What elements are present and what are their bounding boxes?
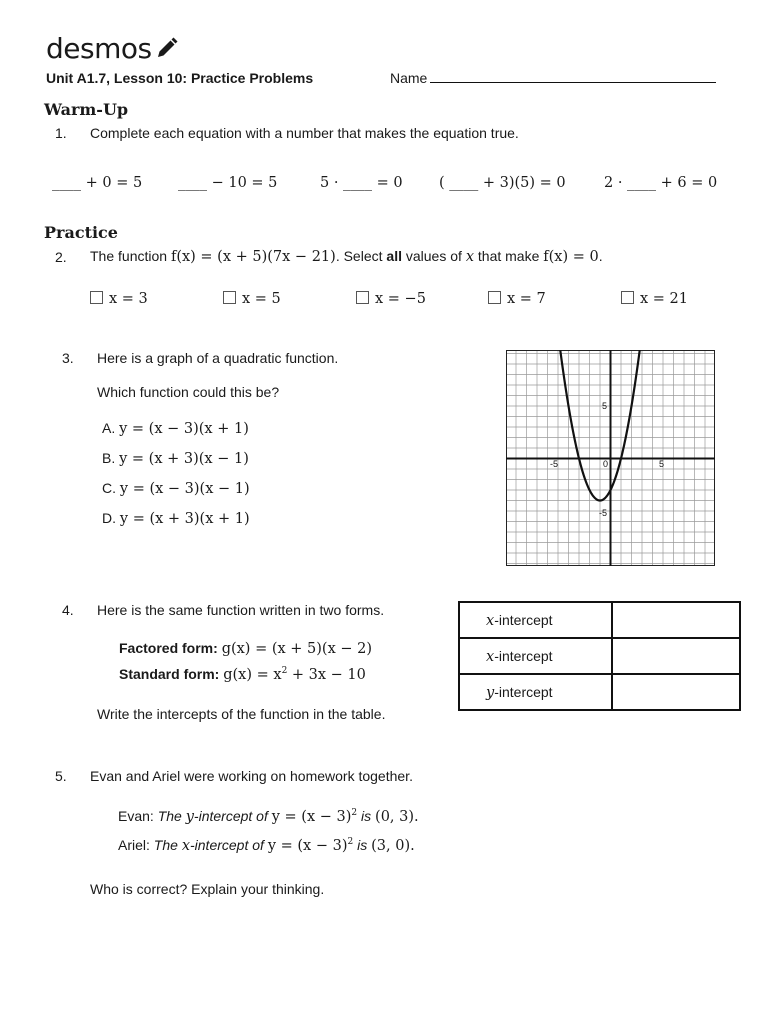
ariel-text: is [357,837,368,853]
choice-letter: A. [102,420,116,436]
q2-prompt [90,248,603,265]
q2-option[interactable] [621,290,688,307]
q2-bold-all: all [386,248,402,264]
evan-expr [272,809,357,825]
q4-factored [119,640,372,657]
q2-option-label: x = −5 [375,291,426,307]
q1-equation: 5 · ____ = 0 [320,175,403,191]
q2-option-label: x = 21 [640,291,688,307]
row-label [459,674,612,710]
q2-text: that make [477,248,540,264]
q3-choice[interactable] [102,420,249,437]
evan-var: y [185,809,194,825]
q3-choice[interactable] [102,510,250,527]
q2-var: x [465,249,474,265]
q4-number: 4. [62,602,74,618]
lesson-title: Unit A1.7, Lesson 10: Practice Problems [46,70,314,86]
row-var: x [486,612,495,629]
ariel-point: (3, 0). [371,838,415,854]
q1-equation: ( ____ + 3)(5) = 0 [439,175,566,191]
row-text: -intercept [494,647,553,664]
q2-option-label: x = 3 [109,291,148,307]
q1-equation: 2 · ____ + 6 = 0 [604,175,718,191]
evan-text: The [157,808,182,824]
ariel-text: -intercept of [190,837,264,853]
name-label: Name [390,70,428,86]
row-text: -intercept [494,683,553,700]
answer-cell[interactable] [612,602,740,638]
row-var: x [486,648,495,665]
choice-expr: y = (x + 3)(x + 1) [119,511,250,527]
checkbox[interactable] [621,291,634,304]
evan-text: is [361,808,372,824]
tick-label: 0 [603,459,609,469]
q5-intro: Evan and Ariel were working on homework together. [90,768,413,784]
pencil-icon [155,36,179,60]
q3-line1: Here is a graph of a quadratic function. [97,350,339,366]
choice-letter: D. [102,510,116,526]
q5-number: 5. [55,768,67,784]
standard-expr [223,667,366,683]
q4-standard [119,666,366,683]
intercepts-table [458,601,741,711]
q2-option[interactable] [90,290,148,307]
tick-label: 5 [659,459,665,469]
ariel-expr [268,838,353,854]
q2-option-label: x = 7 [507,291,546,307]
row-label [459,602,612,638]
standard-expr-a: g(x) = x [223,667,282,683]
ariel-expr-base: y = (x − 3) [267,838,348,854]
quadratic-graph [506,350,715,566]
q4-instruction: Write the intercepts of the function in the table. [97,706,386,722]
q1-equation: ____ − 10 = 5 [178,175,278,191]
choice-expr: y = (x − 3)(x − 1) [119,481,250,497]
choice-letter: B. [102,450,116,466]
q3-choice[interactable] [102,450,249,467]
q2-option[interactable] [488,290,546,307]
q3-line2: Which function could this be? [97,384,280,400]
q2-option[interactable] [356,290,426,307]
row-text: -intercept [494,611,553,628]
q2-option[interactable] [223,290,281,307]
evan-text: -intercept of [193,808,268,824]
evan-name: Evan: [118,808,154,824]
evan-expr-base: y = (x − 3) [271,809,352,825]
factored-expr: g(x) = (x + 5)(x − 2) [221,641,372,657]
table-row [459,674,740,710]
table-row [459,638,740,674]
answer-cell[interactable] [612,674,740,710]
warmup-heading: Warm-Up [44,100,129,119]
q2-number: 2. [55,249,67,265]
checkbox[interactable] [356,291,369,304]
standard-label: Standard form: [119,666,220,682]
choice-letter: C. [102,480,116,496]
q2-target: f(x) = 0 [543,249,599,265]
standard-expr-b: + 3x − 10 [287,667,366,683]
name-field[interactable] [390,70,716,86]
practice-heading: Practice [44,223,118,242]
row-label [459,638,612,674]
factored-label: Factored form: [119,640,218,656]
row-var: y [486,684,495,701]
q2-option-label: x = 5 [242,291,281,307]
q3-number: 3. [62,350,74,366]
exponent: 2 [347,837,354,848]
q5-question: Who is correct? Explain your thinking. [90,881,325,897]
q5-evan-statement [118,808,419,825]
checkbox[interactable] [223,291,236,304]
q3-choice[interactable] [102,480,250,497]
q2-text: The function [90,248,168,264]
q5-ariel-statement [118,837,415,854]
checkbox[interactable] [90,291,103,304]
choice-expr: y = (x + 3)(x − 1) [119,451,249,467]
table-row [459,602,740,638]
tick-label: -5 [550,459,559,469]
answer-cell[interactable] [612,638,740,674]
tick-label: 5 [602,401,608,411]
q4-intro: Here is the same function written in two forms. [97,602,385,618]
choice-expr: y = (x − 3)(x + 1) [119,421,249,437]
brand-logo [46,32,179,65]
checkbox[interactable] [488,291,501,304]
q2-text: . [598,248,603,264]
q1-number: 1. [55,125,67,141]
evan-point: (0, 3). [375,809,419,825]
name-line[interactable] [430,70,716,83]
q1-equation: ____ + 0 = 5 [52,175,143,191]
exponent: 2 [351,808,358,819]
q2-text: . Select [335,248,383,264]
q2-function: f(x) = (x + 5)(7x − 21) [170,249,336,265]
tick-label: -5 [599,508,608,518]
brand-name: desmos [46,32,152,65]
ariel-name: Ariel: [118,837,150,853]
q1-prompt: Complete each equation with a number that makes the equation true. [90,125,519,141]
exponent: 2 [281,666,288,677]
ariel-text: The [153,837,178,853]
ariel-var: x [181,838,190,854]
q2-text: values of [405,248,462,264]
